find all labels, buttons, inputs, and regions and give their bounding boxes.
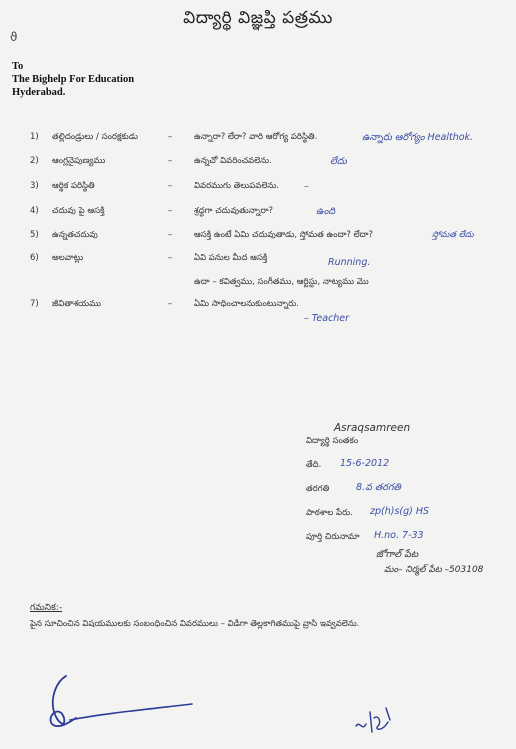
- question-row: [0, 299, 516, 324]
- date-label: తేది.: [306, 460, 322, 470]
- note-heading: గమనిక:-: [30, 603, 63, 613]
- class-row: [306, 482, 401, 496]
- recipient-to: To: [12, 61, 24, 72]
- question-row: [0, 132, 516, 148]
- class-label: తరగతి: [306, 484, 330, 494]
- question-row: [0, 206, 516, 222]
- row-dash: –: [168, 132, 173, 142]
- row-answer-prompt: ఆసక్తి ఉంటే ఏమి చదువుతాడు, స్తోమత ఉందా? లేదా?: [194, 230, 374, 240]
- signature-scribble-icon: [40, 668, 200, 740]
- row-question: ఆంగ్లనైపుణ్యము: [52, 156, 106, 166]
- bottom-date-mark-icon: [352, 702, 396, 738]
- student-details: [306, 420, 516, 590]
- row-dash: –: [168, 206, 173, 216]
- row-handwritten-answer: –: [304, 181, 309, 192]
- address-line-2: జోగాల్ పేట: [376, 549, 419, 560]
- question-row-example: [0, 277, 516, 293]
- row-number: 1): [30, 132, 39, 142]
- school-row: [306, 506, 430, 520]
- row-question: చదువు పై ఆసక్తి: [52, 206, 105, 216]
- row-handwritten-answer: ఉంది: [316, 206, 336, 217]
- row-handwritten-answer: లేదు: [330, 156, 347, 167]
- row-number: 7): [30, 299, 39, 309]
- row-question: ఉన్నతచదువు: [52, 230, 98, 240]
- row-number: 5): [30, 230, 39, 240]
- row-dash: –: [168, 253, 173, 263]
- recipient-block: [12, 60, 134, 99]
- form-title: విద్యార్థి విజ్ఞప్తి పత్రము: [183, 8, 333, 28]
- address-row: [306, 530, 424, 544]
- row-answer-prompt: ఏమి సాధించాలనుకుంటున్నారు.: [194, 299, 299, 309]
- row-answer-prompt: ఏవి పనుల మీద ఆసక్తి: [194, 253, 268, 263]
- class-value: 8.వ తరగతి: [356, 482, 401, 493]
- row-handwritten-answer: స్తోమత లేదు: [432, 230, 474, 240]
- student-name-row: [306, 436, 358, 448]
- row-answer-prompt: ఉదా – కవిత్వము, సంగీతము, ఆర్టిస్టు, నాట్యము మొ: [194, 277, 369, 287]
- question-row: [0, 181, 516, 197]
- row-answer-prompt: శ్రద్ధగా చదువుతున్నారా?: [194, 206, 274, 216]
- row-answer-prompt: ఉన్నచో వివరించవలెను.: [194, 156, 272, 166]
- row-question: అలవాట్లు: [52, 253, 84, 263]
- row-dash: –: [168, 156, 173, 166]
- question-row: [0, 156, 516, 172]
- row-answer-prompt: వివరముగు తెలుపవలెను.: [194, 181, 279, 191]
- row-dash: –: [168, 299, 173, 309]
- question-row: [0, 253, 516, 269]
- row-question: ఆర్థిక పరిస్థితి: [52, 181, 95, 191]
- row-question: జీవితాశయము: [52, 299, 102, 309]
- recipient-org: The Bighelp For Education: [12, 74, 135, 85]
- row-handwritten-answer: – Teacher: [304, 313, 350, 324]
- address-label: పూర్తి చిరునామా: [306, 532, 360, 542]
- date-value: 15-6-2012: [340, 458, 390, 469]
- bottom-date-mark-text: [0, 0, 1, 1]
- row-number: 2): [30, 156, 39, 166]
- school-label: పాఠశాల పేరు.: [306, 508, 353, 518]
- row-answer-prompt: ఉన్నారా? లేరా? వారి ఆరోగ్య పరిస్థితి.: [194, 132, 318, 142]
- address-line-1: H.no. 7-33: [374, 530, 424, 541]
- corner-mark: ϑ: [10, 30, 18, 44]
- note-text: పైన సూచించిన విషయములకు సంబంధించిన వివరములు – విడిగా తెల్లకాగితముపై వ్రాసి ఇవ్వవలెను.: [30, 619, 360, 629]
- address-line-3: మం– నిర్మల్ పేట –503108: [384, 565, 484, 575]
- row-question: తల్లిదండ్రులు / సంరక్షకుడు: [52, 132, 138, 142]
- recipient-city: Hyderabad.: [12, 87, 66, 98]
- question-row: [0, 230, 516, 246]
- student-name-handwritten: Asraqsamreen: [334, 422, 411, 434]
- student-name-label: విద్యార్థి సంతకం: [306, 436, 359, 446]
- row-number: 4): [30, 206, 39, 216]
- row-number: 6): [30, 253, 39, 263]
- row-dash: –: [168, 230, 173, 240]
- date-row: [306, 458, 390, 472]
- row-dash: –: [168, 181, 173, 191]
- row-handwritten-answer: Running.: [328, 257, 371, 268]
- row-handwritten-answer: ఉన్నారు ఆరోగ్యం Healthok.: [362, 132, 474, 143]
- school-value: zp(h)s(g) HS: [370, 506, 430, 517]
- row-number: 3): [30, 181, 39, 191]
